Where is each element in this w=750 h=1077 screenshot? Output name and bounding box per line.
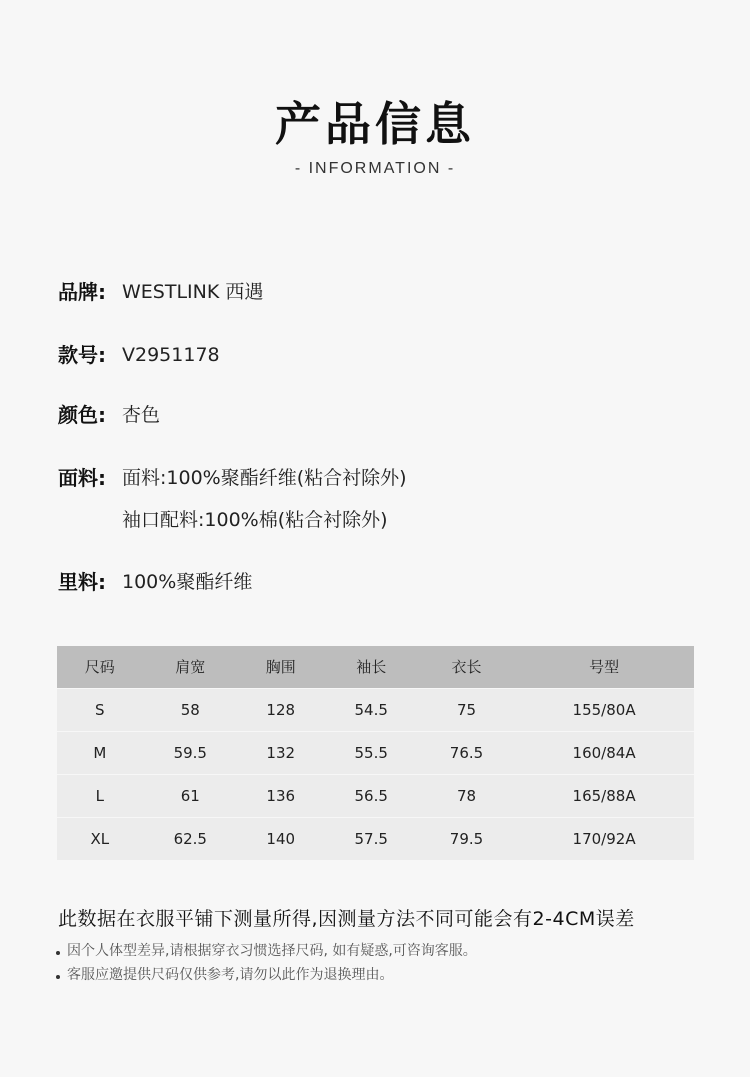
fabric-line-main: 面料:100%聚酯纤维(粘合衬除外) bbox=[122, 467, 407, 489]
measurement-note: 此数据在衣服平铺下测量所得,因测量方法不同可能会有2-4CM误差 bbox=[58, 908, 635, 930]
page-subtitle: - INFORMATION - bbox=[294, 160, 456, 177]
header-length: 衣长 bbox=[419, 646, 514, 688]
table-cell: M bbox=[57, 731, 143, 774]
table-cell: 58 bbox=[143, 688, 238, 731]
fabric-value bbox=[122, 464, 407, 534]
page-title: 产品信息 bbox=[275, 97, 475, 151]
table-cell: 128 bbox=[238, 688, 324, 731]
color-label: 颜色: bbox=[58, 403, 106, 427]
table-cell: L bbox=[57, 774, 143, 817]
fabric-line-cuff: 袖口配料:100%棉(粘合衬除外) bbox=[122, 509, 388, 531]
style-label: 款号: bbox=[58, 343, 106, 367]
table-cell: XL bbox=[57, 817, 143, 860]
table-cell: 165/88A bbox=[514, 774, 694, 817]
table-cell: 57.5 bbox=[324, 817, 419, 860]
table-cell: 155/80A bbox=[514, 688, 694, 731]
bullet-dot-icon bbox=[56, 975, 60, 979]
table-row bbox=[57, 731, 694, 774]
header-sleeve: 袖长 bbox=[324, 646, 419, 688]
table-cell: 61 bbox=[143, 774, 238, 817]
header-shoulder: 肩宽 bbox=[143, 646, 238, 688]
header-fit: 号型 bbox=[514, 646, 694, 688]
brand-label: 品牌: bbox=[58, 280, 106, 304]
header-size: 尺码 bbox=[57, 646, 143, 688]
note-bullet-text: 客服应邀提供尺码仅供参考,请勿以此作为退换理由。 bbox=[67, 967, 394, 983]
info-lining bbox=[58, 568, 252, 596]
bullet-dot-icon bbox=[56, 951, 60, 955]
table-cell: 160/84A bbox=[514, 731, 694, 774]
table-cell: 59.5 bbox=[143, 731, 238, 774]
lining-value: 100%聚酯纤维 bbox=[122, 571, 253, 593]
table-cell: 136 bbox=[238, 774, 324, 817]
table-cell: 62.5 bbox=[143, 817, 238, 860]
table-row bbox=[57, 774, 694, 817]
table-cell: 132 bbox=[238, 731, 324, 774]
table-cell: 75 bbox=[419, 688, 514, 731]
table-cell: 140 bbox=[238, 817, 324, 860]
table-cell: 54.5 bbox=[324, 688, 419, 731]
size-table bbox=[57, 646, 694, 860]
table-cell: 55.5 bbox=[324, 731, 419, 774]
table-cell: S bbox=[57, 688, 143, 731]
size-table-header-row bbox=[57, 646, 694, 688]
note-bullet-fit bbox=[56, 940, 477, 960]
header-chest: 胸围 bbox=[238, 646, 324, 688]
info-brand bbox=[58, 278, 263, 306]
table-cell: 76.5 bbox=[419, 731, 514, 774]
lining-label: 里料: bbox=[58, 570, 106, 594]
fabric-label: 面料: bbox=[58, 466, 106, 490]
note-bullet-disclaimer bbox=[56, 964, 393, 984]
brand-value: WESTLINK 西遇 bbox=[122, 281, 264, 303]
info-color bbox=[58, 401, 160, 429]
color-value: 杏色 bbox=[122, 404, 161, 426]
table-cell: 170/92A bbox=[514, 817, 694, 860]
table-cell: 78 bbox=[419, 774, 514, 817]
table-row bbox=[57, 817, 694, 860]
table-cell: 79.5 bbox=[419, 817, 514, 860]
table-row bbox=[57, 688, 694, 731]
table-cell: 56.5 bbox=[324, 774, 419, 817]
style-value: V2951178 bbox=[122, 344, 220, 366]
note-bullet-text: 因个人体型差异,请根据穿衣习惯选择尺码, 如有疑惑,可咨询客服。 bbox=[67, 943, 477, 959]
info-fabric bbox=[58, 464, 407, 534]
info-style-number bbox=[58, 341, 220, 369]
